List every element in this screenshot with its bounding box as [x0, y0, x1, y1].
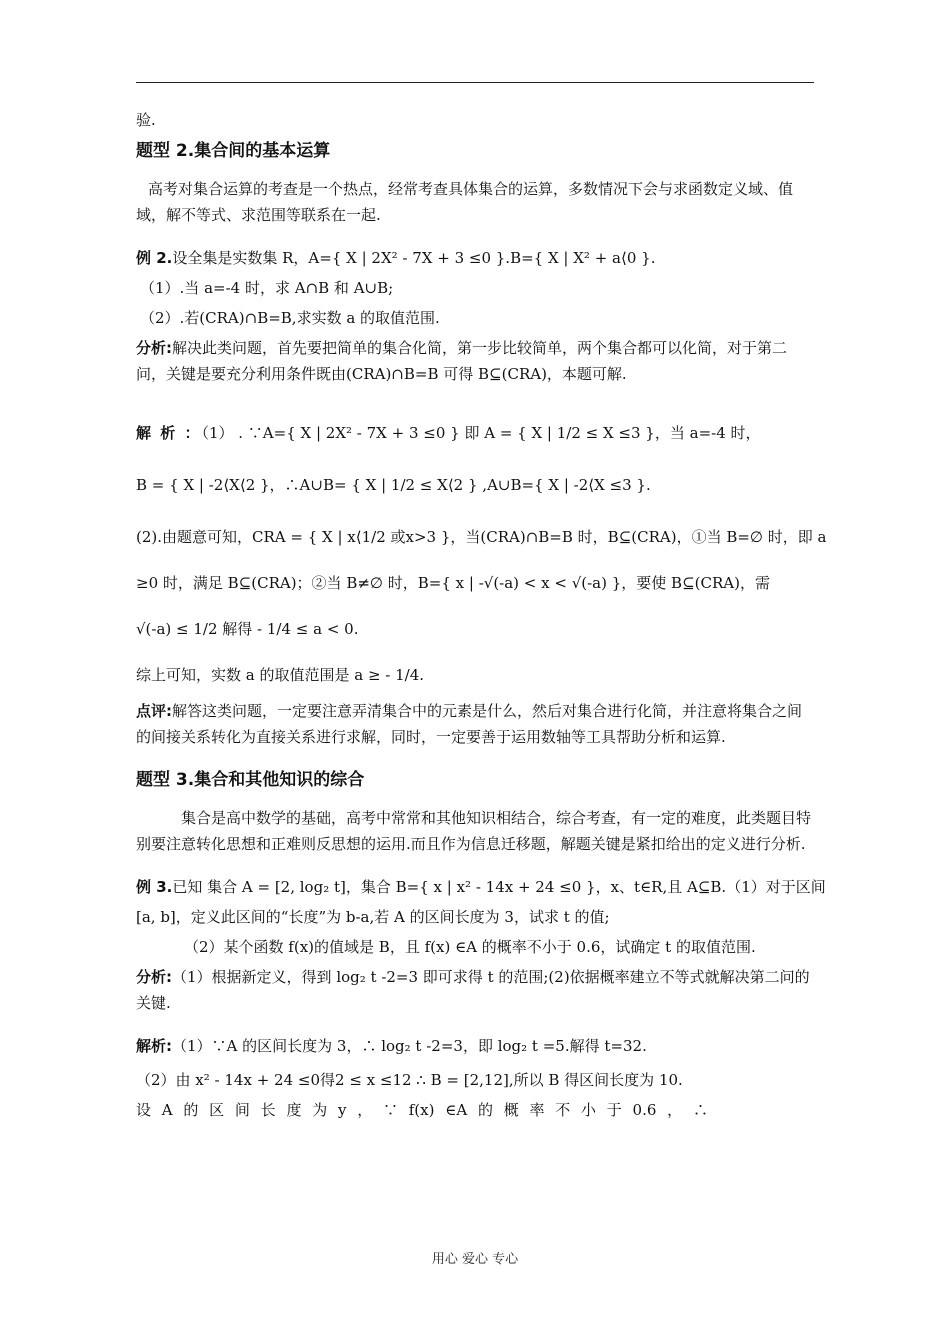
- example-label: 例 3.: [136, 878, 173, 896]
- example-2: [136, 243, 816, 273]
- section-heading-type3: 题型 3.集合和其他知识的综合: [136, 770, 365, 790]
- analysis: [136, 964, 816, 1016]
- solution-3-line-1: [136, 1031, 816, 1061]
- solution-line-2: B = { X | -2⟨X⟨2 }，∴A∪B= { X | 1/2 ≤ X⟨2 } ,A∪B={ X | -2⟨X ≤3 }.: [136, 476, 651, 494]
- analysis-label: 分析:: [136, 339, 172, 357]
- header-rule: [136, 82, 814, 83]
- solution-text: （1）∵A 的区间长度为 3，∴ log₂ t -2=3，即 log₂ t =5.解得 t=32.: [172, 1037, 647, 1055]
- example-text: 已知 集合 A = [2, log₂ t]，集合 B={ x | x² - 14x + 24 ≤0 }，x、t∈R,且 A⊆B.（1）对于区间: [172, 878, 826, 896]
- analysis: [136, 335, 816, 387]
- question-2: （2）.若(CRA)∩B=B,求实数 a 的取值范围.: [140, 309, 440, 327]
- example-label: 例 2.: [136, 249, 173, 267]
- solution-label: 解析:: [136, 1037, 172, 1055]
- text-line: 验.: [136, 111, 156, 129]
- question-1: （1）.当 a=-4 时，求 A∩B 和 A∪B;: [140, 279, 394, 297]
- page-footer: 用心 爱心 专心: [431, 1252, 519, 1267]
- solution-text: （1） . ∵A={ X | 2X² - 7X + 3 ≤0 } 即 A = { X | 1/2 ≤ X ≤3 }，当 a=-4 时，: [201, 424, 761, 442]
- comment-text: 解答这类问题，一定要注意弄清集合中的元素是什么，然后对集合进行化简，并注意将集合之间的间接关系转化为直接关系进行求解，同时，一定要善于运用数轴等工具帮助分析和运算.: [136, 702, 803, 746]
- comment: [136, 698, 816, 750]
- solution-label: 解 析 ：: [136, 424, 202, 442]
- example-3-cont: [a, b]，定义此区间的“长度”为 b-a,若 A 的区间长度为 3，试求 t 的值;: [136, 908, 610, 926]
- paragraph: 高考对集合运算的考查是一个热点，经常考查具体集合的运算，多数情况下会与求函数定义域、值域，解不等式、求范围等联系在一起.: [136, 180, 794, 224]
- analysis-label: 分析:: [136, 968, 172, 986]
- analysis-text: 解决此类问题，首先要把简单的集合化简，第一步比较简单，两个集合都可以化简，对于第二问，关键是要充分利用条件既由(CRA)∩B=B 可得 B⊆(CRA)，本题可解.: [136, 339, 788, 383]
- question-2: （2）某个函数 f(x)的值域是 B，且 f(x) ∈A 的概率不小于 0.6，试确定 t 的取值范围.: [184, 938, 756, 956]
- solution-line-6: 综上可知，实数 a 的取值范围是 a ≥ - 1/4.: [136, 666, 425, 684]
- solution-3-line-3: 设 A 的 区 间 长 度 为 y ， ∵ f(x) ∈A 的 概 率 不 小 于 0.6 ， ∴: [136, 1101, 708, 1119]
- example-3: [136, 872, 826, 902]
- document-body: [136, 108, 827, 1125]
- solution-line-1: [136, 418, 816, 448]
- comment-label: 点评:: [136, 702, 172, 720]
- analysis-text: （1）根据新定义，得到 log₂ t -2=3 即可求得 t 的范围;(2)依据概率建立不等式就解决第二问的关键.: [136, 968, 810, 1012]
- solution-line-4: ≥0 时，满足 B⊆(CRA)；②当 B≠∅ 时，B={ x | -√(-a) < x < √(-a) }，要使 B⊆(CRA)，需: [136, 574, 770, 592]
- solution-line-5: √(-a) ≤ 1/2 解得 - 1/4 ≤ a < 0.: [136, 620, 359, 638]
- paragraph: 集合是高中数学的基础，高考中常常和其他知识相结合，综合考查，有一定的难度，此类题目特别要注意转化思想和正难则反思想的运用.而且作为信息迁移题，解题关键是紧扣给出的定义进行分析.: [136, 809, 812, 853]
- section-heading-type2: 题型 2.集合间的基本运算: [136, 141, 331, 161]
- solution-3-line-2: （2）由 x² - 14x + 24 ≤0得2 ≤ x ≤12 ∴ B = [2,12],所以 B 得区间长度为 10.: [136, 1071, 683, 1089]
- solution-line-3: (2).由题意可知，CRA = { X | x⟨1/2 或x>3 }，当(CRA)∩B=B 时，B⊆(CRA)，①当 B=∅ 时，即 a: [136, 528, 827, 546]
- example-text: 设全集是实数集 R，A={ X | 2X² - 7X + 3 ≤0 }.B={ X | X² + a⟨0 }.: [172, 249, 656, 267]
